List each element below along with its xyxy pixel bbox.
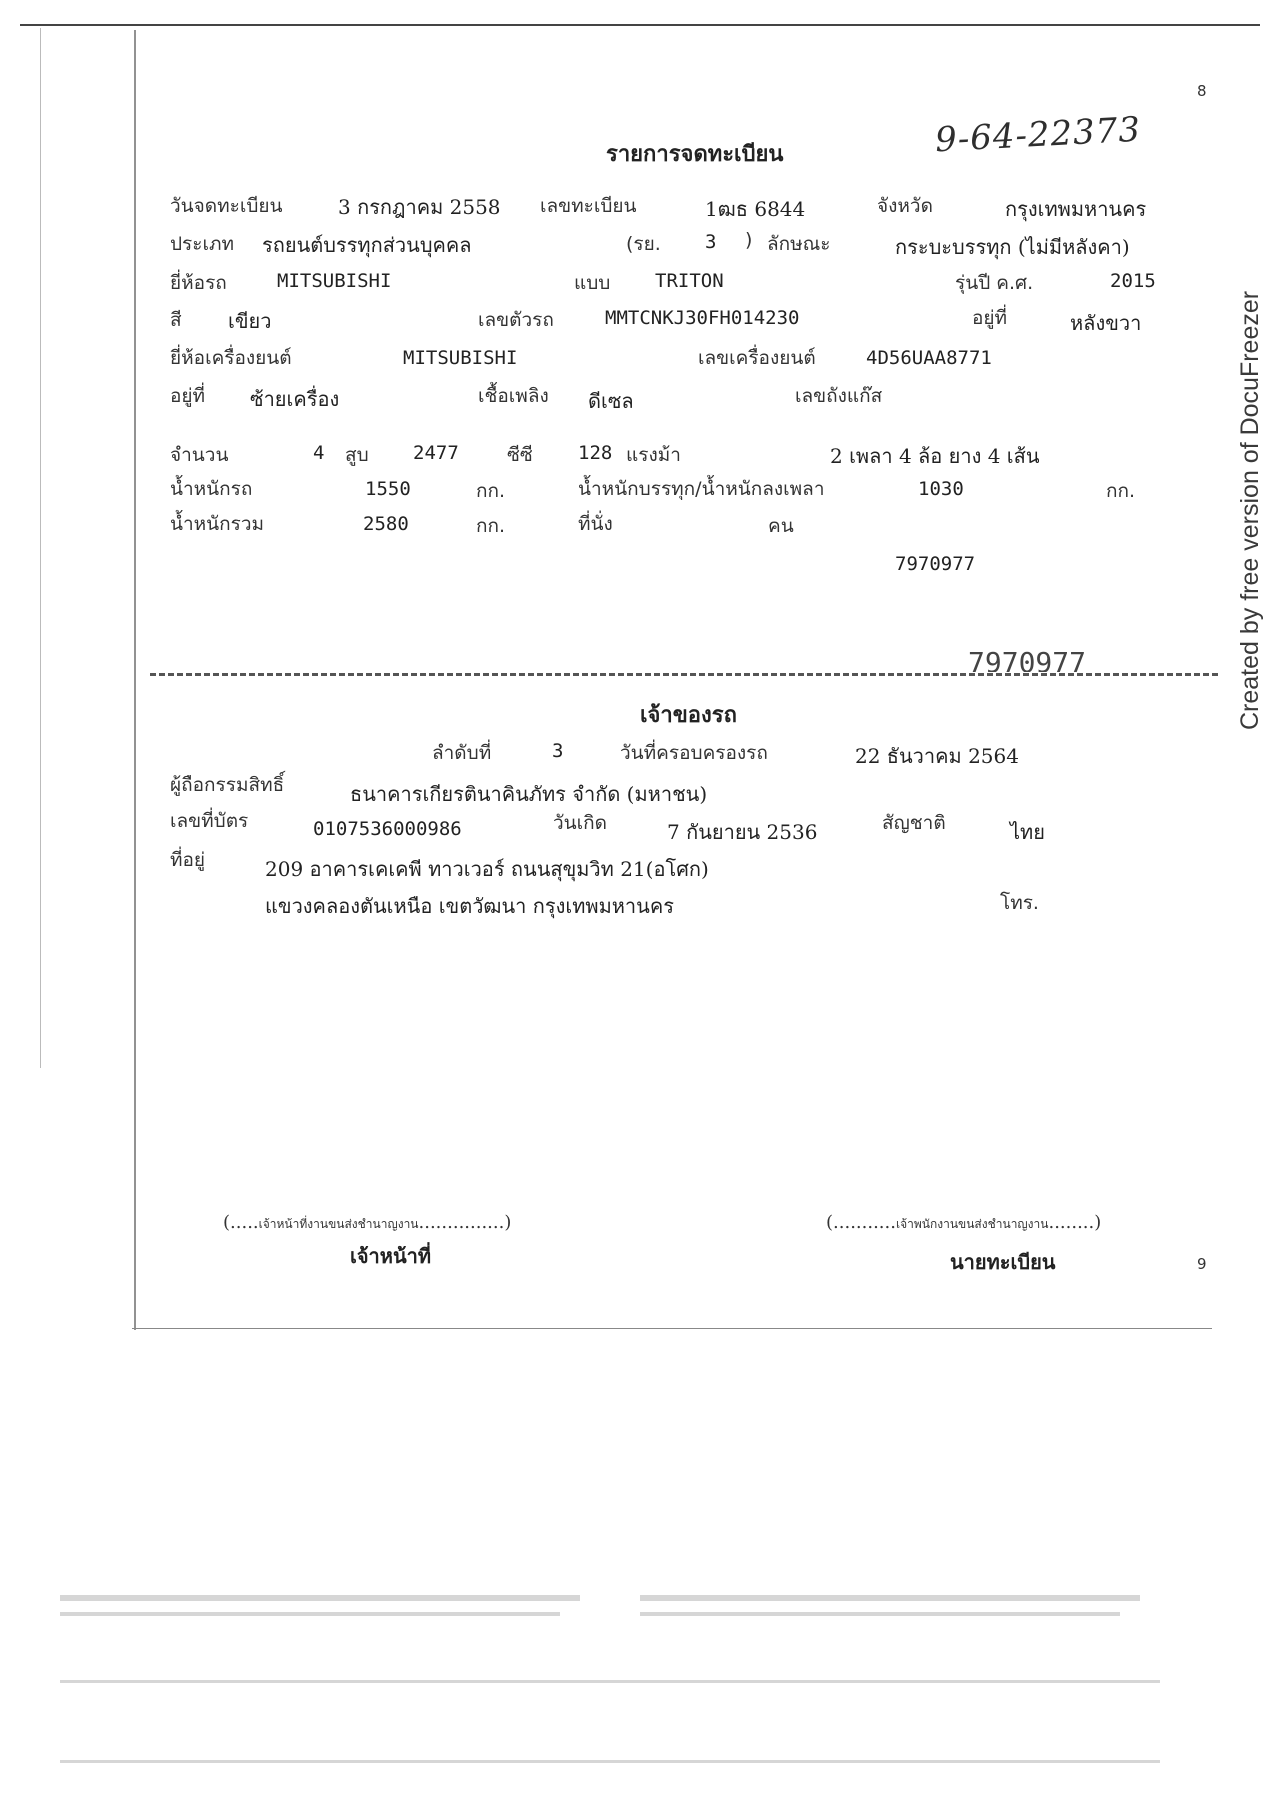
card-label: เลขที่บัตร bbox=[170, 810, 249, 832]
fuel-label: เชื้อเพลิง bbox=[478, 385, 549, 407]
seats-unit: คน bbox=[768, 515, 794, 537]
hp-label: แรงม้า bbox=[626, 444, 681, 466]
scan-top-border bbox=[20, 24, 1260, 26]
scan-noise bbox=[640, 1612, 1120, 1616]
holder-label: ผู้ถือกรรมสิทธิ์ bbox=[170, 774, 285, 796]
province-value: กรุงเทพมหานคร bbox=[1005, 197, 1147, 221]
total-weight-value: 2580 bbox=[363, 513, 409, 535]
nationality-value: ไทย bbox=[1010, 820, 1045, 844]
scan-bottom-border bbox=[132, 1328, 1212, 1329]
ry-value: 3 bbox=[705, 231, 717, 253]
scan-noise bbox=[60, 1595, 580, 1601]
scan-left-edge bbox=[40, 28, 41, 1068]
possession-label: วันที่ครอบครองรถ bbox=[620, 742, 768, 764]
type-label: ประเภท bbox=[170, 233, 235, 255]
weight-unit: กก. bbox=[476, 480, 506, 502]
registration-title: รายการจดทะเบียน bbox=[606, 142, 784, 167]
engine-brand-label: ยี่ห้อเครื่องยนต์ bbox=[170, 347, 292, 369]
signature-right-line bbox=[826, 1212, 1101, 1234]
cc-label: ซีซี bbox=[507, 444, 533, 466]
card-value: 0107536000986 bbox=[313, 818, 462, 840]
brand-value: MITSUBISHI bbox=[277, 270, 392, 292]
nationality-label: สัญชาติ bbox=[882, 812, 946, 834]
engine-loc-label: อยู่ที่ bbox=[170, 385, 206, 407]
fuel-value: ดีเซล bbox=[588, 389, 634, 413]
chassis-label: เลขตัวรถ bbox=[478, 309, 554, 331]
scan-noise bbox=[60, 1760, 1160, 1763]
chassis-loc-value: หลังขวา bbox=[1070, 311, 1142, 335]
cylinder-count: 4 bbox=[313, 442, 325, 464]
style-value: กระบะบรรทุก (ไม่มีหลังคา) bbox=[895, 235, 1130, 259]
address-line-1: 209 อาคารเคเคพี ทาวเวอร์ ถนนสุขุมวิท 21(อโศก) bbox=[265, 857, 709, 881]
load-value: 1030 bbox=[918, 478, 964, 500]
sig-left-close: ...............) bbox=[418, 1212, 512, 1233]
province-label: จังหวัด bbox=[877, 195, 933, 217]
engine-no-label: เลขเครื่องยนต์ bbox=[698, 347, 816, 369]
sig-right-open: (........... bbox=[826, 1212, 896, 1233]
scan-noise bbox=[640, 1595, 1140, 1601]
scan-left-border bbox=[134, 30, 136, 1330]
sig-right-close: ........) bbox=[1048, 1212, 1102, 1233]
brand-label: ยี่ห้อรถ bbox=[170, 272, 227, 294]
owner-title: เจ้าของรถ bbox=[640, 703, 737, 728]
page-number-bottom: 9 bbox=[1197, 1255, 1207, 1273]
model-label: แบบ bbox=[574, 272, 611, 294]
style-label: ลักษณะ bbox=[767, 233, 831, 255]
section-separator bbox=[150, 673, 1218, 676]
reg-no-value: 1ฒธ 6844 bbox=[705, 197, 806, 221]
engine-no-value: 4D56UAA8771 bbox=[866, 347, 992, 369]
hp-value: 128 bbox=[578, 442, 613, 464]
seats-label: ที่นั่ง bbox=[578, 513, 613, 535]
sig-right-inner: เจ้าพนักงานขนส่งชำนาญงาน bbox=[895, 1217, 1049, 1231]
birth-value: 7 กันยายน 2536 bbox=[667, 820, 818, 844]
engine-loc-value: ซ้ายเครื่อง bbox=[250, 387, 340, 411]
model-value: TRITON bbox=[655, 270, 724, 292]
ry-label: (รย. bbox=[626, 233, 661, 255]
document-code: 7970977 bbox=[895, 553, 976, 575]
reg-no-label: เลขทะเบียน bbox=[540, 195, 637, 217]
weight-value: 1550 bbox=[365, 478, 411, 500]
cylinder-label: สูบ bbox=[345, 444, 369, 466]
sig-left-inner: เจ้าหน้าที่งานขนส่งชำนาญงาน bbox=[258, 1217, 419, 1231]
scan-noise bbox=[60, 1680, 1160, 1683]
order-label: ลำดับที่ bbox=[432, 742, 492, 764]
color-value: เขียว bbox=[228, 309, 272, 333]
birth-label: วันเกิด bbox=[553, 812, 607, 834]
color-label: สี bbox=[170, 309, 182, 331]
total-weight-label: น้ำหนักรวม bbox=[170, 513, 265, 535]
docufreezer-watermark: Created by free version of DocuFreezer bbox=[1236, 290, 1264, 730]
scan-noise bbox=[60, 1612, 560, 1616]
order-value: 3 bbox=[552, 740, 564, 762]
document-code-cut: 7970977 bbox=[968, 646, 1087, 672]
year-value: 2015 bbox=[1110, 270, 1156, 292]
holder-value: ธนาคารเกียรตินาคินภัทร จำกัด (มหาชน) bbox=[350, 782, 708, 806]
ry-close: ) bbox=[745, 229, 753, 251]
sig-left-open: (..... bbox=[223, 1212, 259, 1233]
address-line-2: แขวงคลองตันเหนือ เขตวัฒนา กรุงเทพมหานคร bbox=[265, 894, 674, 918]
total-weight-unit: กก. bbox=[476, 515, 506, 537]
cc-value: 2477 bbox=[413, 442, 459, 464]
address-label: ที่อยู่ bbox=[170, 849, 206, 871]
load-unit: กก. bbox=[1106, 480, 1136, 502]
possession-value: 22 ธันวาคม 2564 bbox=[855, 744, 1019, 768]
handwritten-number: 9-64-22373 bbox=[934, 109, 1142, 161]
chassis-loc-label: อยู่ที่ bbox=[972, 307, 1008, 329]
weight-label: น้ำหนักรถ bbox=[170, 478, 253, 500]
type-value: รถยนต์บรรทุกส่วนบุคคล bbox=[262, 233, 472, 257]
year-label: รุ่นปี ค.ศ. bbox=[955, 272, 1034, 294]
signature-right-role: นายทะเบียน bbox=[950, 1250, 1056, 1274]
gas-tank-label: เลขถังแก๊ส bbox=[795, 385, 883, 407]
page-number-top: 8 bbox=[1197, 82, 1207, 100]
phone-label: โทร. bbox=[1000, 892, 1039, 914]
signature-left-role: เจ้าหน้าที่ bbox=[350, 1244, 432, 1268]
chassis-value: MMTCNKJ30FH014230 bbox=[605, 307, 800, 329]
axles-wheels: 2 เพลา 4 ล้อ ยาง 4 เส้น bbox=[830, 444, 1040, 468]
signature-left-line bbox=[223, 1212, 511, 1234]
reg-date-value: 3 กรกฎาคม 2558 bbox=[338, 195, 501, 219]
reg-date-label: วันจดทะเบียน bbox=[170, 195, 283, 217]
count-label: จำนวน bbox=[170, 444, 229, 466]
load-label: น้ำหนักบรรทุก/น้ำหนักลงเพลา bbox=[578, 478, 825, 500]
engine-brand-value: MITSUBISHI bbox=[403, 347, 518, 369]
document-code-cut-wrap bbox=[968, 646, 1133, 672]
